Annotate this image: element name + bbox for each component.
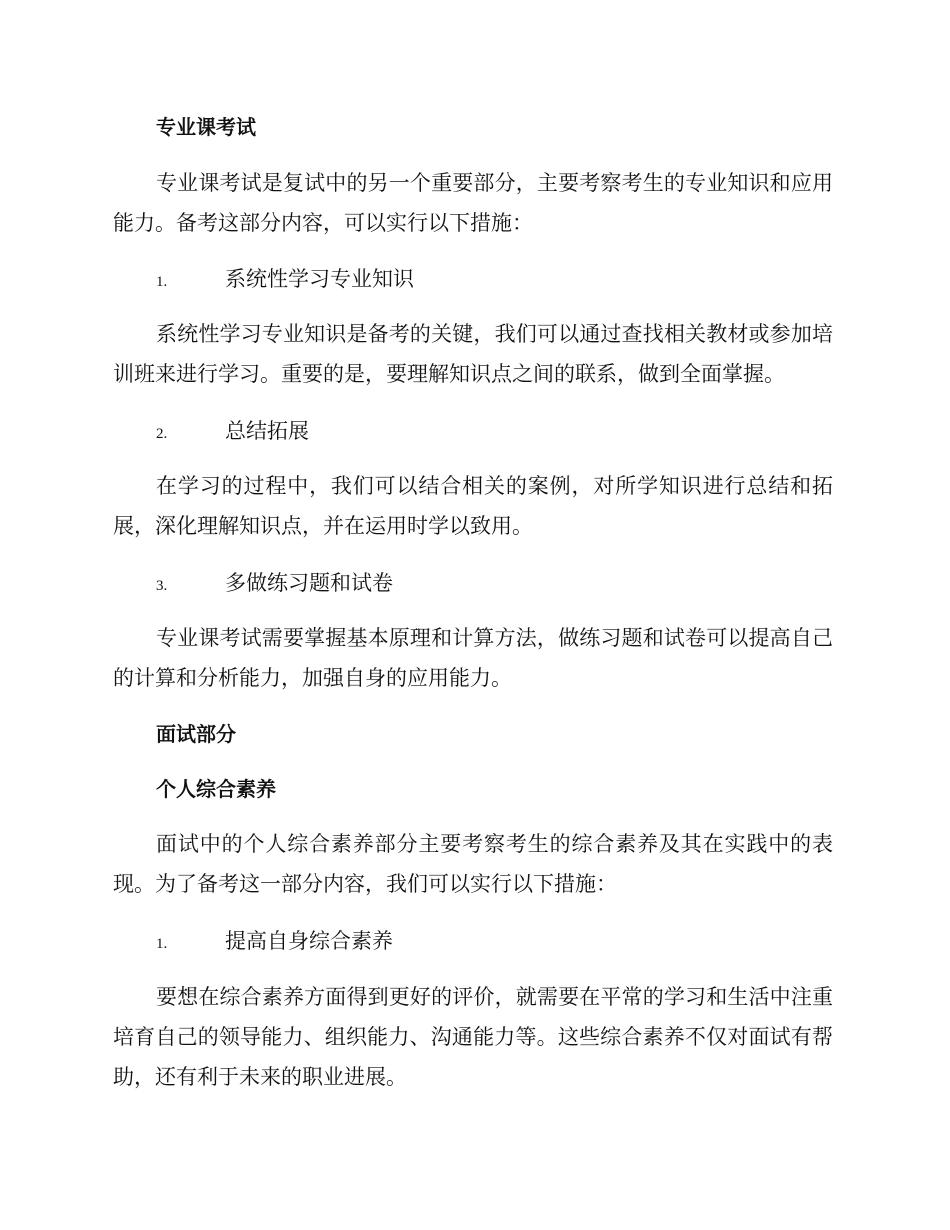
list-item-text: 多做练习题和试卷	[225, 571, 393, 595]
paragraph-summarize-expand: 在学习的过程中，我们可以结合相关的案例，对所学知识进行总结和拓展，深化理解知识点，并在运用时学以致用。	[113, 474, 833, 538]
list-item-text: 提高自身综合素养	[225, 929, 393, 953]
list-item-systematic-study	[156, 259, 876, 302]
paragraph-personal-quality-intro: 面试中的个人综合素养部分主要考察考生的综合素养及其在实践中的表现。为了备考这一部分内容，我们可以实行以下措施：	[113, 832, 833, 896]
list-number: 1.	[156, 936, 168, 952]
paragraph-systematic-study: 系统性学习专业知识是备考的关键，我们可以通过查找相关教材或参加培训班来进行学习。重要的是，要理解知识点之间的联系，做到全面掌握。	[113, 322, 833, 386]
list-item-text: 系统性学习专业知识	[225, 267, 414, 291]
list-number: 2.	[156, 426, 168, 442]
section-heading-interview: 面试部分	[156, 722, 236, 746]
list-number: 1.	[156, 274, 168, 290]
list-number: 3.	[156, 578, 168, 594]
paragraph-improve-quality: 要想在综合素养方面得到更好的评价，就需要在平常的学习和生活中注重培育自己的领导能力、组织能力、沟通能力等。这些综合素养不仅对面试有帮助，还有利于未来的职业进展。	[113, 985, 833, 1089]
list-item-summarize-expand	[156, 411, 876, 454]
paragraph-practice-exercises: 专业课考试需要掌握基本原理和计算方法，做练习题和试卷可以提高自己的计算和分析能力，加强自身的应用能力。	[113, 626, 833, 690]
list-item-practice-exercises	[156, 563, 876, 606]
section-heading-professional-exam: 专业课考试	[156, 115, 256, 139]
subsection-heading-personal-quality: 个人综合素养	[156, 777, 276, 801]
list-item-text: 总结拓展	[225, 419, 309, 443]
list-item-improve-quality	[156, 921, 876, 964]
paragraph-professional-exam-intro: 专业课考试是复试中的另一个重要部分，主要考察考生的专业知识和应用能力。备考这部分内容，可以实行以下措施：	[113, 171, 833, 235]
